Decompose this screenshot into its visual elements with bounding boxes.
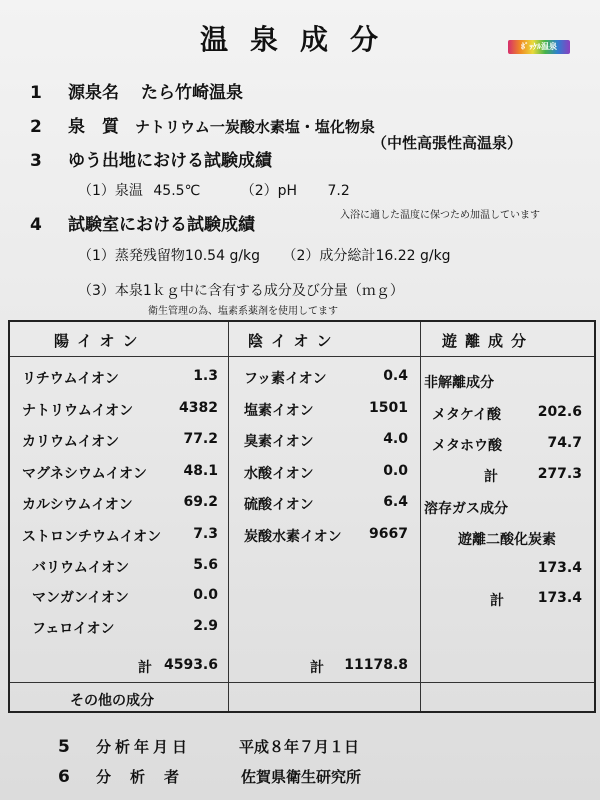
- anion-value: 1501: [369, 400, 408, 416]
- item-number: 4: [30, 215, 42, 235]
- cation-total-label: 計: [138, 660, 152, 676]
- heating-note: 入浴に適した温度に保つため加温しています: [340, 210, 540, 221]
- page-title: 温泉成分: [199, 23, 400, 56]
- free-component-header: 遊離成分: [442, 332, 535, 350]
- decorative-sticker: ﾎﾟｯｹﾙ温泉: [508, 40, 570, 54]
- item-number: 5: [58, 737, 70, 757]
- cation-value: 48.1: [183, 463, 218, 479]
- analyst-name: 佐賀県衛生研究所: [241, 768, 362, 786]
- other-row-divider: [10, 682, 594, 683]
- anion-value: 4.0: [383, 431, 408, 447]
- analysis-date-label: 分析年月日: [96, 738, 192, 756]
- item-number: 2: [30, 117, 42, 137]
- anion-total-label: 計: [310, 660, 324, 676]
- temp-value: 45.5℃: [153, 183, 201, 199]
- anion-name: フッ素イオン: [244, 371, 327, 387]
- content-label: （3）本泉1ｋｇ中に含有する成分及び分量（ｍｇ）: [78, 283, 404, 299]
- item-number: 3: [30, 151, 42, 171]
- anion-name: 水酸イオン: [244, 466, 314, 482]
- metaboric-value: 74.7: [547, 435, 582, 451]
- cation-name: マグネシウムイオン: [22, 466, 148, 482]
- residue-label: （1）蒸発残留物: [78, 248, 185, 264]
- anion-name: 塩素イオン: [244, 403, 314, 419]
- quality-note: （中性高張性高温泉）: [372, 134, 523, 152]
- cation-total: 4593.6: [163, 657, 218, 673]
- dissolved-gas-label: 溶存ガス成分: [424, 501, 508, 517]
- quality-value: ナトリウム一炭酸水素塩・塩化物泉: [135, 118, 375, 136]
- non-dissociated-label: 非解離成分: [424, 375, 494, 391]
- anion-value: 0.0: [383, 463, 408, 479]
- other-components-label: その他の成分: [70, 693, 154, 709]
- total-label: （2）成分総計: [282, 248, 376, 264]
- source-label: 源泉名: [68, 83, 119, 103]
- free-co2-label: 遊離二酸化炭素: [458, 532, 556, 548]
- cation-value: 7.3: [193, 526, 218, 542]
- metasilicic-value: 202.6: [537, 404, 582, 420]
- column-divider: [420, 322, 421, 711]
- item-spring-test: [30, 146, 272, 171]
- source-name: たら竹崎温泉: [141, 83, 243, 103]
- component-table: [8, 320, 596, 713]
- ph-label: （2）pH: [240, 183, 298, 199]
- chlorine-note: 衛生管理の為、塩素系薬剤を使用してます: [148, 306, 338, 317]
- analysis-date: 平成８年７月１日: [239, 738, 360, 756]
- item-lab-test: [30, 210, 255, 235]
- anion-value: 6.4: [383, 494, 408, 510]
- cation-name: フェロイオン: [32, 621, 115, 637]
- temp-label: （1）泉温: [78, 183, 143, 199]
- anion-name: 硫酸イオン: [244, 497, 314, 513]
- non-dissociated-total: 277.3: [537, 466, 582, 482]
- anion-name: 炭酸水素イオン: [244, 529, 342, 545]
- anion-name: 臭素イオン: [244, 434, 314, 450]
- cation-value: 69.2: [183, 494, 218, 510]
- total-value: 16.22 g/kg: [375, 248, 451, 264]
- spring-test-label: ゆう出地における試験成績: [68, 151, 272, 171]
- gas-total: 173.4: [537, 590, 582, 606]
- anion-value: 0.4: [383, 368, 408, 384]
- temperature-row: [78, 180, 350, 200]
- cation-name: カリウムイオン: [22, 434, 120, 450]
- item-source: [30, 78, 243, 103]
- item-number: 6: [58, 767, 70, 787]
- header-divider: [10, 356, 594, 357]
- lab-test-label: 試験室における試験成績: [68, 215, 255, 235]
- cation-name: ナトリウムイオン: [22, 403, 134, 419]
- anion-total: 11178.8: [344, 657, 408, 673]
- item-number: 1: [30, 83, 42, 103]
- cation-value: 1.3: [193, 368, 218, 384]
- free-co2-value: 173.4: [537, 560, 582, 576]
- cation-value: 77.2: [183, 431, 218, 447]
- non-dissociated-total-label: 計: [484, 469, 498, 485]
- metasilicic-label: メタケイ酸: [432, 407, 502, 423]
- cation-value: 0.0: [193, 587, 218, 603]
- anion-header: 陰イオン: [248, 332, 340, 350]
- cation-name: マンガンイオン: [32, 590, 129, 606]
- gas-total-label: 計: [490, 593, 504, 609]
- cation-value: 5.6: [193, 557, 218, 573]
- ph-value: 7.2: [327, 183, 350, 199]
- metaboric-label: メタホウ酸: [432, 438, 502, 454]
- cation-value: 4382: [179, 400, 218, 416]
- cation-name: バリウムイオン: [32, 560, 130, 576]
- column-divider: [228, 322, 229, 711]
- analyst-label: 分 析 者: [96, 768, 182, 786]
- anion-value: 9667: [369, 526, 408, 542]
- cation-name: ストロンチウムイオン: [22, 529, 162, 545]
- cation-name: カルシウムイオン: [22, 497, 133, 513]
- cation-name: リチウムイオン: [22, 371, 119, 387]
- cation-header: 陽イオン: [54, 332, 146, 350]
- item-analysis-date: [58, 736, 359, 757]
- item-analyst: [58, 766, 361, 787]
- residue-row: [78, 245, 451, 265]
- cation-value: 2.9: [193, 618, 218, 634]
- residue-value: 10.54 g/kg: [184, 248, 261, 264]
- quality-label: 泉 質: [68, 117, 119, 137]
- item-quality: [30, 112, 375, 137]
